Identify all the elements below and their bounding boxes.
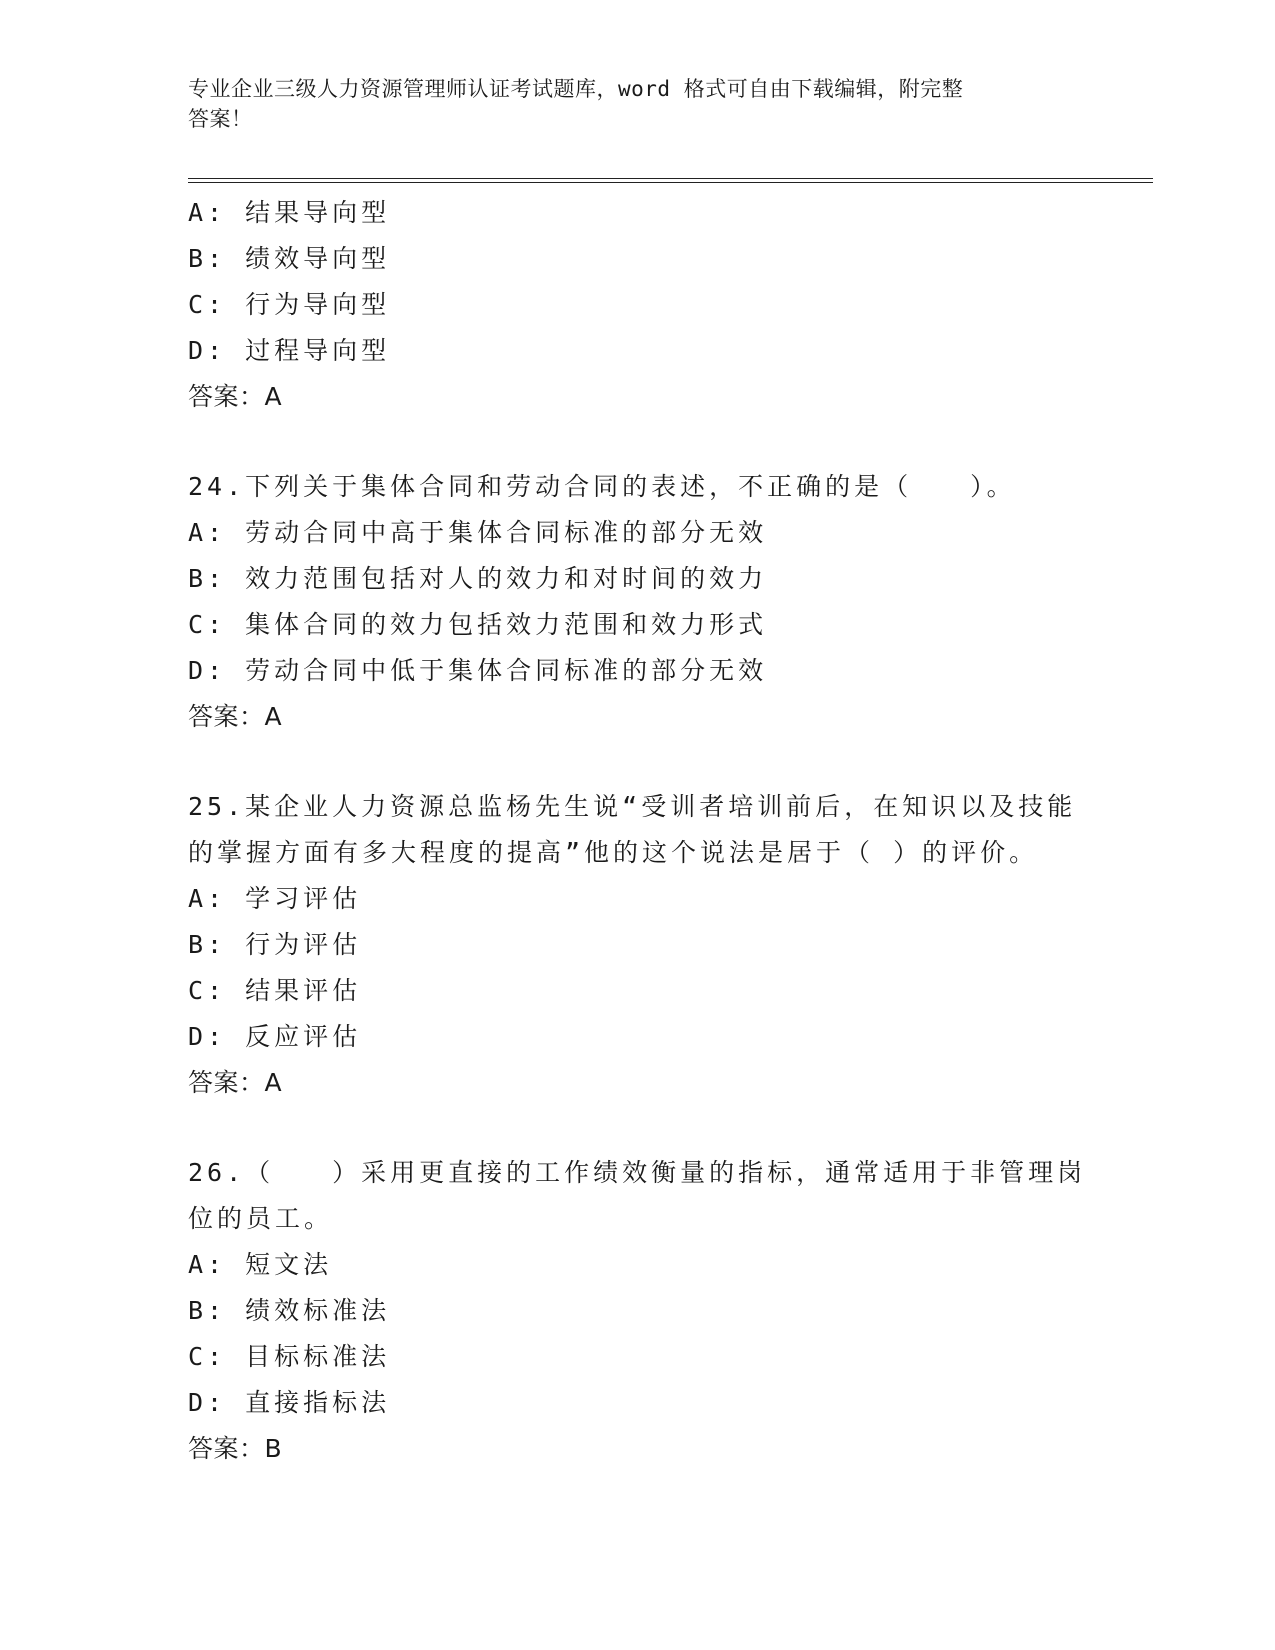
question-stem-line-2: 的掌握方面有多大程度的提高”他的这个说法是居于（ ）的评价。 xyxy=(188,838,1039,867)
option-d: D: 劳动合同中低于集体合同标准的部分无效 xyxy=(188,656,768,685)
option-b: B: 绩效导向型 xyxy=(188,244,391,273)
answer-line: 答案：A xyxy=(188,702,283,731)
option-d: D: 反应评估 xyxy=(188,1022,362,1051)
option-a: A: 劳动合同中高于集体合同标准的部分无效 xyxy=(188,518,768,547)
question-23 xyxy=(188,190,1088,420)
header-divider xyxy=(188,178,1153,183)
answer-line: 答案：A xyxy=(188,1068,283,1097)
option-b: B: 绩效标准法 xyxy=(188,1296,391,1325)
header-line-2: 答案！ xyxy=(188,107,253,131)
question-list xyxy=(188,190,1088,1472)
answer-line: 答案：B xyxy=(188,1434,283,1463)
option-c: C: 目标标准法 xyxy=(188,1342,391,1371)
document-header xyxy=(188,74,1088,134)
option-b: B: 效力范围包括对人的效力和对时间的效力 xyxy=(188,564,768,593)
option-b: B: 行为评估 xyxy=(188,930,362,959)
question-stem: 24.下列关于集体合同和劳动合同的表述，不正确的是（ ）。 xyxy=(188,472,1016,501)
answer-line: 答案：A xyxy=(188,382,283,411)
question-24 xyxy=(188,464,1088,740)
question-stem-line-2: 位的员工。 xyxy=(188,1204,334,1233)
option-d: D: 直接指标法 xyxy=(188,1388,391,1417)
question-stem-line-1: 25.某企业人力资源总监杨先生说“受训者培训前后，在知识以及技能 xyxy=(188,792,1077,821)
option-c: C: 行为导向型 xyxy=(188,290,391,319)
option-d: D: 过程导向型 xyxy=(188,336,391,365)
option-a: A: 结果导向型 xyxy=(188,198,391,227)
question-26 xyxy=(188,1150,1088,1472)
option-a: A: 学习评估 xyxy=(188,884,362,913)
header-line-1: 专业企业三级人力资源管理师认证考试题库，word 格式可自由下载编辑，附完整 xyxy=(188,77,964,101)
question-stem-line-1: 26.（ ）采用更直接的工作绩效衡量的指标，通常适用于非管理岗 xyxy=(188,1158,1087,1187)
option-c: C: 集体合同的效力包括效力范围和效力形式 xyxy=(188,610,768,639)
option-c: C: 结果评估 xyxy=(188,976,362,1005)
option-a: A: 短文法 xyxy=(188,1250,333,1279)
question-25 xyxy=(188,784,1088,1106)
